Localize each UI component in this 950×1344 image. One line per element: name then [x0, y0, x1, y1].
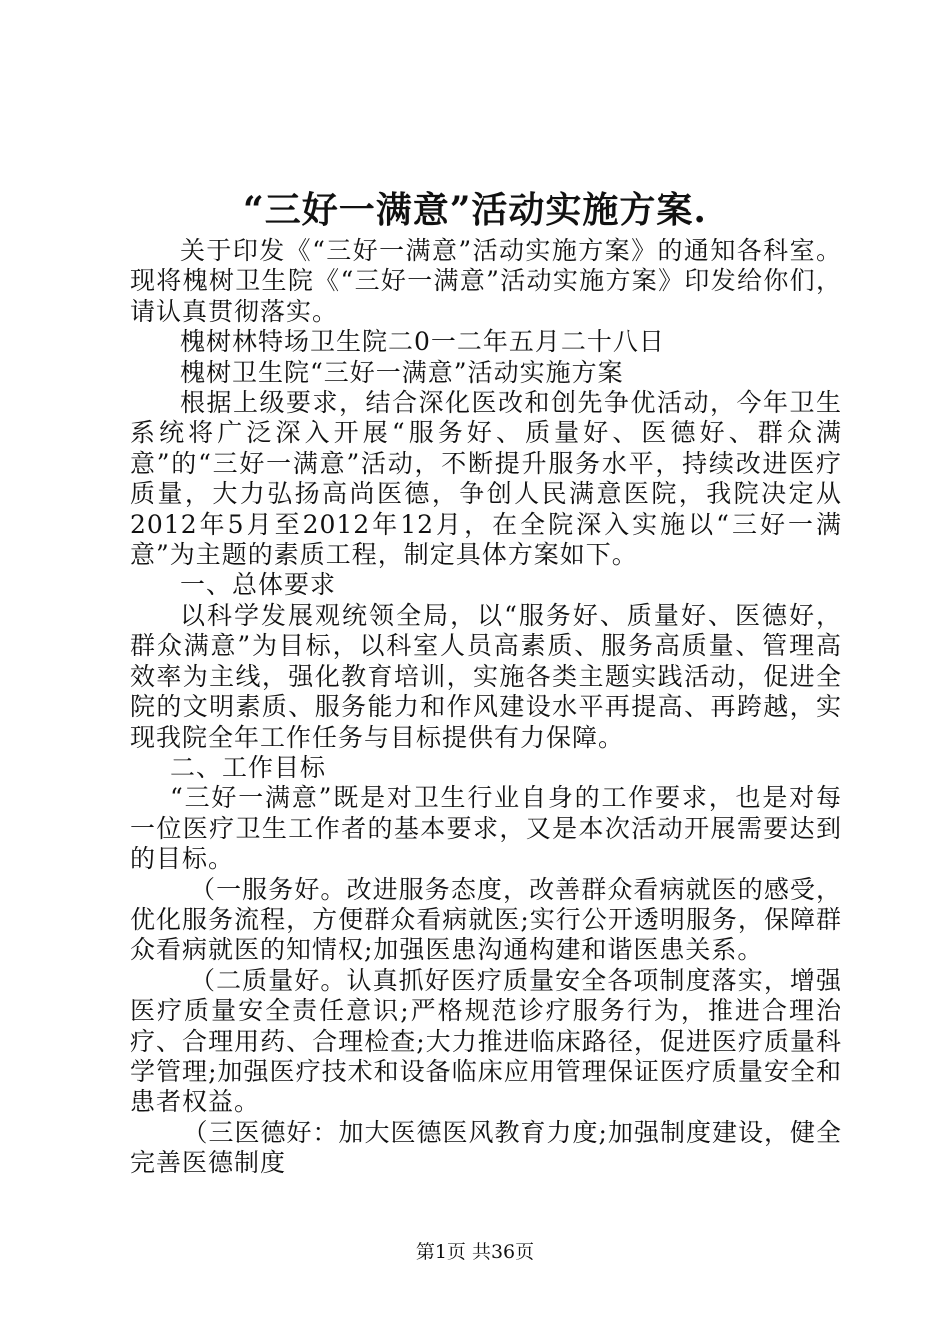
page-footer: 第1页 共36页: [415, 1241, 535, 1263]
paragraph-ethics: （三医德好：加大医德医风教育力度;加强制度建设，健全完善医德制度: [130, 1117, 842, 1178]
paragraph-goals: “三好一满意”既是对卫生行业自身的工作要求，也是对每一位医疗卫生工作者的基本要求，又是本次活动开展需要达到的目标。: [130, 783, 842, 874]
paragraph-service: （一服务好。改进服务态度，改善群众看病就医的感受，优化服务流程，方便群众看病就医;实行公开透明服务，保障群众看病就医的知情权;加强医患沟通构建和谐医患关系。: [130, 874, 842, 965]
paragraph-plan-title: 槐树卫生院“三好一满意”活动实施方案: [180, 357, 624, 387]
document-body: [130, 236, 842, 1179]
document-title: “三好一满意”活动实施方案.: [243, 189, 707, 231]
section-heading-2: 二、工作目标: [170, 752, 327, 782]
paragraph-overall: 以科学发展观统领全局，以“服务好、质量好、医德好，群众满意”为目标，以科室人员高素质、服务高质量、管理高效率为主线，强化教育培训，实施各类主题实践活动，促进全院的文明素质、服务能力和作风建设水平再提高、再跨越，实现我院全年工作任务与目标提供有力保障。: [130, 600, 842, 752]
paragraph-quality: （二质量好。认真抓好医疗质量安全各项制度落实，增强医疗质量安全责任意识;严格规范诊疗服务行为，推进合理治疗、合理用药、合理检查;大力推进临床路径，促进医疗质量科学管理;加强医疗技术和设备临床应用管理保证医疗质量安全和患者权益。: [130, 965, 842, 1117]
paragraph-intro: 根据上级要求，结合深化医改和创先争优活动，今年卫生系统将广泛深入开展“服务好、质量好、医德好、群众满意”的“三好一满意”活动，不断提升服务水平，持续改进医疗质量，大力弘扬高尚医德，争创人民满意医院，我院决定从2012年5月至2012年12月，在全院深入实施以“三好一满意”为主题的素质工程，制定具体方案如下。: [130, 388, 842, 570]
paragraph-notice: 关于印发《“三好一满意”活动实施方案》的通知各科室。现将槐树卫生院《“三好一满意”活动实施方案》印发给你们，请认真贯彻落实。: [130, 236, 842, 326]
paragraph-issuer-date: 槐树林特场卫生院二0一二年五月二十八日: [180, 327, 665, 357]
section-heading-1: 一、总体要求: [180, 570, 337, 600]
